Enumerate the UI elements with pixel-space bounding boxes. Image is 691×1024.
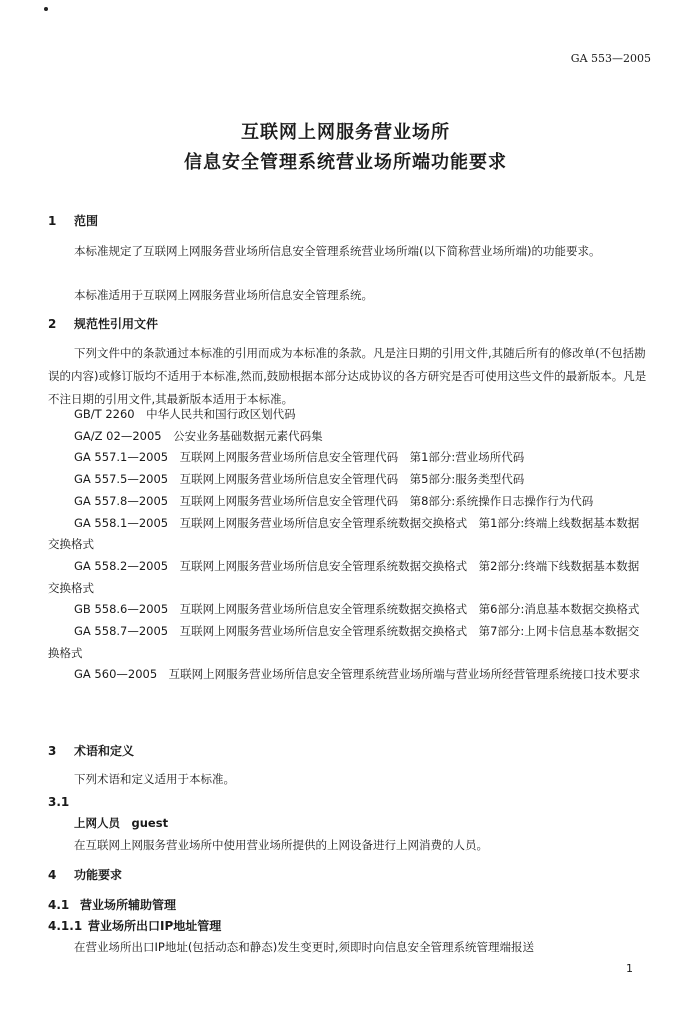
term-definition: 在互联网上网服务营业场所中使用营业场所提供的上网设备进行上网消费的人员。 <box>74 838 488 852</box>
subsection-3-1-number: 3.1 <box>48 795 70 809</box>
reference-item: GA 558.1—2005 互联网上网服务营业场所信息安全管理系统数据交换格式 第1部分:终端上线数据基本数据交换格式 <box>48 515 640 552</box>
section-1-para-2: 本标准适用于互联网上网服务营业场所信息安全管理系统。 <box>74 288 373 302</box>
page-number: 1 <box>626 962 633 975</box>
doc-title-line2: 信息安全管理系统营业场所端功能要求 <box>184 152 507 173</box>
standard-number: GA 553—2005 <box>570 52 651 65</box>
subsection-4-1-1-heading <box>48 917 221 934</box>
section-4-heading <box>48 866 122 883</box>
reference-item: GA 560—2005 互联网上网服务营业场所信息安全管理系统营业场所端与营业场所经营管理系统接口技术要求 <box>74 667 641 682</box>
section-number: 1 <box>48 214 57 228</box>
subsection-title: 营业场所出口IP地址管理 <box>88 919 222 933</box>
section-number: 4 <box>48 868 57 882</box>
subsection-number: 4.1.1 <box>48 919 83 933</box>
section-1-para-1: 本标准规定了互联网上网服务营业场所信息安全管理系统营业场所端(以下简称营业场所端)的功能要求。 <box>74 244 601 258</box>
reference-item: GA 557.8—2005 互联网上网服务营业场所信息安全管理代码 第8部分:系统操作日志操作行为代码 <box>74 493 594 508</box>
section-2-para: 下列文件中的条款通过本标准的引用而成为本标准的条款。凡是注日期的引用文件,其随后所有的修改单(不包括勘误的内容)或修订版均不适用于本标准,然而,鼓励根据本部分达成协议的各方研究是否可使用这些文件的最新版本。凡是不注日期的引用文件,其最新版本适用于本标准。 <box>48 346 647 406</box>
section-title: 规范性引用文件 <box>74 317 159 331</box>
section-number: 2 <box>48 317 57 331</box>
reference-item: GA 557.5—2005 互联网上网服务营业场所信息安全管理代码 第5部分:服务类型代码 <box>74 472 525 487</box>
section-4-para: 在营业场所出口IP地址(包括动态和静态)发生变更时,须即时向信息安全管理系统管理端报送 <box>74 940 534 954</box>
section-3-para: 下列术语和定义适用于本标准。 <box>74 772 235 786</box>
section-2-heading <box>48 315 158 332</box>
section-3-heading <box>48 742 134 759</box>
doc-title-line1: 互联网上网服务营业场所 <box>241 122 450 143</box>
reference-item: GB 558.6—2005 互联网上网服务营业场所信息安全管理系统数据交换格式 第6部分:消息基本数据交换格式 <box>74 602 640 617</box>
normative-references <box>48 404 648 686</box>
reference-item: GB/T 2260 中华人民共和国行政区划代码 <box>74 407 296 421</box>
scan-dot <box>44 7 48 11</box>
section-1-heading <box>48 212 98 229</box>
reference-item: GA 557.1—2005 互联网上网服务营业场所信息安全管理代码 第1部分:营业场所代码 <box>74 450 525 465</box>
section-number: 3 <box>48 744 57 758</box>
section-title: 功能要求 <box>74 868 123 882</box>
subsection-number: 4.1 <box>48 898 70 912</box>
subsection-title: 营业场所辅助管理 <box>80 898 177 912</box>
reference-item: GA 558.7—2005 互联网上网服务营业场所信息安全管理系统数据交换格式 第7部分:上网卡信息基本数据交换格式 <box>48 624 640 660</box>
subsection-4-1-heading <box>48 896 176 913</box>
reference-item: GA/Z 02—2005 公安业务基础数据元素代码集 <box>74 428 323 443</box>
section-title: 范围 <box>74 214 99 228</box>
reference-item: GA 558.2—2005 互联网上网服务营业场所信息安全管理系统数据交换格式 第2部分:终端下线数据基本数据交换格式 <box>48 558 640 595</box>
section-title: 术语和定义 <box>74 744 135 758</box>
term-name: 上网人员 guest <box>74 816 169 830</box>
